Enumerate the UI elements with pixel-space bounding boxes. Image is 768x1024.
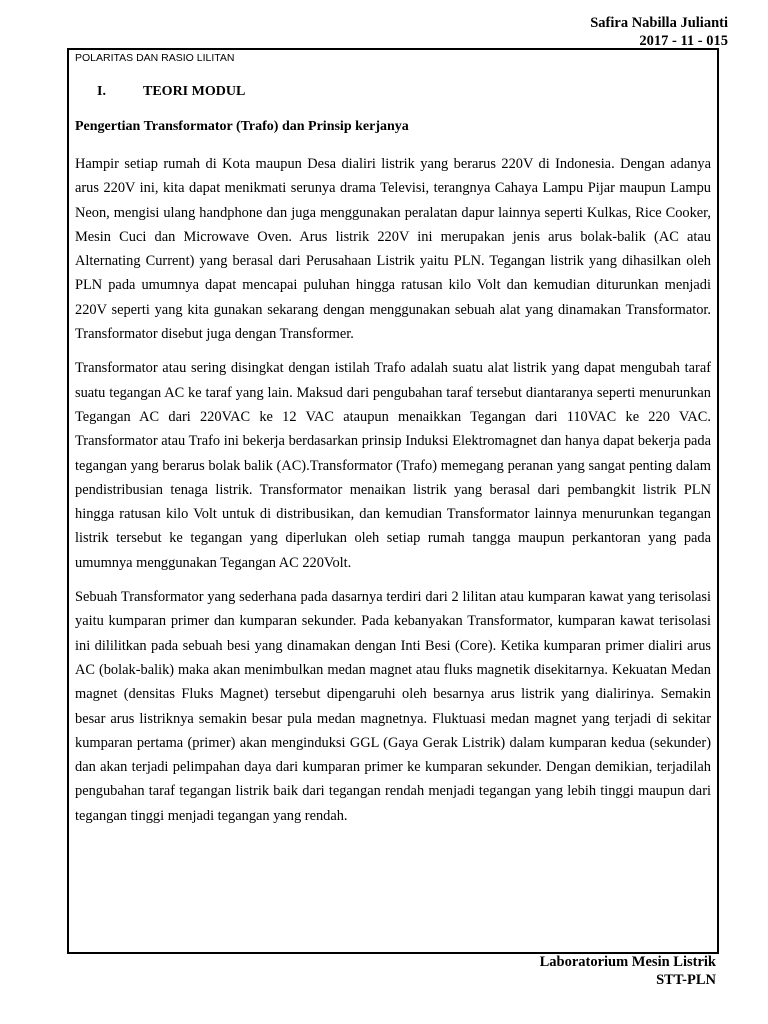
content-frame — [67, 48, 719, 954]
paragraph: Hampir setiap rumah di Kota maupun Desa dialiri listrik yang berarus 220V di Indonesia. Dengan adanya arus 220V ini, kita dapat menikmati serunya drama Televisi, terangnya Cahaya Lampu Pijar maupun Lampu Neon, mengisi ulang handphone dan juga menggunakan peralatan dapur lainnya seperti Kulkas, Rice Cooker, Mesin Cuci dan Microwave Oven. Arus listrik 220V ini merupakan jenis arus bolak-balik (AC atau Alternating Current) yang berasal dari Perusahaan Listrik yaitu PLN. Tegangan listrik yang dihasilkan oleh PLN pada umumnya dapat mencapai puluhan hingga ratusan kilo Volt dan kemudian diturunkan menjadi 220V seperti yang kita gunakan sekarang dengan menggunakan sebuah alat yang dinamakan Transformator. Transformator disebut juga dengan Transformer. — [75, 156, 711, 343]
section-title: TEORI MODUL — [143, 84, 246, 99]
module-title: POLARITAS DAN RASIO LILITAN — [75, 52, 235, 64]
page-header — [590, 14, 728, 50]
lab-name: Laboratorium Mesin Listrik — [539, 954, 716, 970]
paragraph: Sebuah Transformator yang sederhana pada dasarnya terdiri dari 2 lilitan atau kumparan kawat yang terisolasi yaitu kumparan primer dan kumparan sekunder. Pada kebanyakan Transformator, kumparan kawat terisolasi ini dililitkan pada sebuah besi yang dinamakan dengan Inti Besi (Core). Ketika kumparan primer dialiri arus AC (bolak-balik) maka akan menimbulkan medan magnet atau fluks magnetik disekitarnya. Kekuatan Medan magnet (densitas Fluks Magnet) tersebut dipengaruhi oleh besarnya arus listrik yang dialirinya. Semakin besar arus listriknya semakin besar pula medan magnetnya. Fluktuasi medan magnet yang terjadi di sekitar kumparan pertama (primer) akan menginduksi GGL (Gaya Gerak Listrik) dalam kumparan kedua (sekunder) dan akan terjadi pelimpahan daya dari kumparan primer ke kumparan sekunder. Dengan demikian, terjadilah pengubahan taraf tegangan listrik baik dari tegangan rendah menjadi tegangan yang lebih tinggi maupun dari tegangan tinggi menjadi tegangan yang rendah. — [75, 589, 711, 824]
student-id: 2017 - 11 - 015 — [639, 33, 728, 49]
paragraph: Transformator atau sering disingkat dengan istilah Trafo adalah suatu alat listrik yang dapat mengubah taraf suatu tegangan AC ke taraf yang lain. Maksud dari pengubahan taraf tersebut diantaranya seperti menurunkan Tegangan AC dari 220VAC ke 12 VAC ataupun menaikkan Tegangan dari 110VAC ke 220 VAC. Transformator atau Trafo ini bekerja berdasarkan prinsip Induksi Elektromagnet dan hanya dapat bekerja pada tegangan yang berarus bolak balik (AC).Transformator (Trafo) memegang peranan yang sangat penting dalam pendistribusian tenaga listrik. Transformator menaikan listrik yang berasal dari pembangkit listrik PLN hingga ratusan kilo Volt untuk di distribusikan, dan kemudian Transformator lainnya menurunkan tegangan listrik tersebut ke tegangan yang diperlukan oleh setiap rumah tangga maupun perkantoran yang pada umumnya menggunakan Tegangan AC 220Volt. — [75, 360, 711, 571]
section-number: I. — [97, 84, 106, 99]
body-text — [75, 152, 711, 838]
institution-name: STT-PLN — [656, 972, 716, 988]
section-heading — [97, 84, 245, 100]
subheading: Pengertian Transformator (Trafo) dan Prinsip kerjanya — [75, 119, 409, 134]
page-footer — [540, 953, 716, 989]
author-name: Safira Nabilla Julianti — [590, 15, 728, 31]
